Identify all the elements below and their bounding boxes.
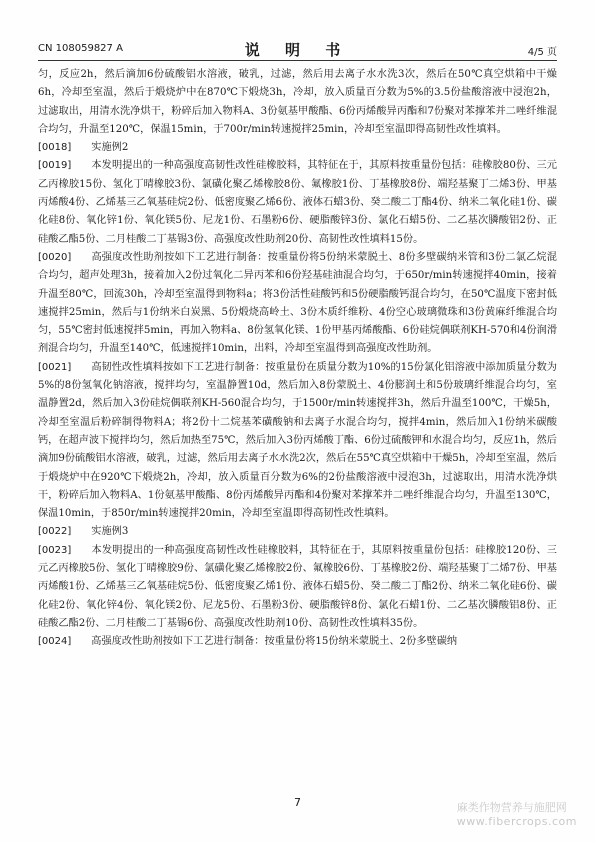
paragraph bbox=[38, 139, 557, 157]
watermark-url: www.fibercrops.com bbox=[456, 815, 577, 828]
paragraph-number: [0018] bbox=[38, 142, 72, 154]
paragraph-number: [0021] bbox=[38, 361, 72, 373]
paragraph-text: 高韧性改性填料按如下工艺进行制备：按重量份在质量分数为10%的15份氯化铝溶液中添加质量分数为5%的8份氢氧化钠溶液，搅拌均匀，室温静置10d，然后加入8份蒙脱土、4份膨润土和5份玻璃纤维混合均匀，室温静置2d，然后加入3份硅烷偶联剂KH-560混合均匀，于1500r/min转速搅拌3h，然后升温至100℃，干燥5h，冷却至室温后粉碎制得物料A；将2份十二烷基苯磺酸钠和去离子水混合均匀，搅拌4min，然后加入1份纳米碳酸钙，在超声波下搅拌均匀，然后加热至75℃，然后加入3份丙烯酸丁酯、6份过硫酸钾和水混合均匀，反应1h，然后滴加9份硫酸铝水溶液，破乳，过滤，然后用去离子水水洗2次，然后在55℃真空烘箱中干燥5h，冷却至室温，然后于煅烧炉中在920℃下煅烧2h，冷却，放入质量百分数为6%的2份盐酸溶液中浸泡3h，过滤取出，用清水洗净烘干，粉碎后加入物料A、1份氨基甲酸酯、8份丙烯酸异丙酯和4份聚对苯撑苯并二唑纤维混合均匀，升温至130℃，保温10min，于850r/min转速搅拌20min，冷却至室温即得高韧性改性填料。 bbox=[38, 361, 557, 520]
watermark bbox=[457, 799, 577, 828]
paragraph bbox=[38, 542, 557, 633]
paragraph bbox=[38, 523, 557, 541]
paragraph bbox=[38, 633, 557, 651]
paragraph-number: [0020] bbox=[38, 251, 72, 263]
patent-number: CN 108059827 A bbox=[38, 43, 123, 54]
paragraph bbox=[38, 66, 557, 139]
paragraph bbox=[38, 359, 557, 524]
paragraph-text: 本发明提出的一种高强度高韧性改性硅橡胶料，其特征在于，其原料按重量份包括：硅橡胶120份、三元乙丙橡胶5份、氢化丁晴橡胶9份、氯磺化聚乙烯橡胶2份、氟橡胶6份、丁基橡胶2份、端羟基聚丁二烯7份、甲基丙烯酸1份、乙烯基三乙氧基硅烷5份、低密度聚乙烯1份、液体石蜡5份、癸二酸二丁酯2份、纳米二氧化硅6份、碳化硅2份、氧化锌4份、氧化镁2份、尼龙5份、石墨粉3份、硬脂酸锌8份、氯化石蜡1份、二乙基次膦酸铝8份、正硅酸乙酯2份、二月桂酸二丁基锡6份、高强度改性助剂10份、高韧性改性填料35份。 bbox=[38, 544, 557, 629]
paragraph bbox=[38, 157, 557, 248]
page-indicator: 4/5 页 bbox=[527, 47, 557, 58]
paragraph bbox=[38, 249, 557, 359]
page-header bbox=[38, 38, 557, 61]
paragraph-text: 本发明提出的一种高强度高韧性改性硅橡胶料，其特征在于，其原料按重量份包括：硅橡胶80份、三元乙丙橡胶15份、氢化丁晴橡胶3份、氯磺化聚乙烯橡胶8份、氟橡胶1份、丁基橡胶8份、端羟基聚丁二烯3份、甲基丙烯酸4份、乙烯基三乙氧基硅烷2份、低密度聚乙烯6份、液体石蜡3份、癸二酸二丁酯4份、纳米二氧化硅1份、碳化硅8份、氧化锌1份、氧化镁5份、尼龙1份、石墨粉6份、硬脂酸锌3份、氯化石蜡5份、二乙基次膦酸铝2份、正硅酸乙酯5份、二月桂酸二丁基锡3份、高强度改性助剂20份、高韧性改性填料15份。 bbox=[38, 160, 557, 245]
document-body bbox=[38, 66, 557, 652]
paragraph-number: [0019] bbox=[38, 160, 72, 172]
section-heading: 实施例2 bbox=[91, 142, 129, 154]
paragraph-text: 高强度改性助剂按如下工艺进行制备：按重量份将15份纳米蒙脱土、2份多壁碳纳 bbox=[91, 636, 458, 648]
section-heading: 实施例3 bbox=[91, 526, 129, 538]
paragraph-number: [0024] bbox=[38, 636, 72, 648]
paragraph-number: [0023] bbox=[38, 544, 72, 556]
paragraph-number: [0022] bbox=[38, 526, 72, 538]
page-number: 7 bbox=[294, 796, 301, 809]
document-title: 说 明 书 bbox=[244, 41, 351, 59]
watermark-site-name: 麻类作物营养与施肥网 bbox=[456, 801, 567, 814]
paragraph-text: 匀，反应2h，然后滴加6份硫酸铝水溶液，破乳，过滤，然后用去离子水水洗3次，然后在50℃真空烘箱中干燥6h，冷却至室温，然后于煅烧炉中在870℃下煅烧3h，冷却，放入质量百分数为5%的3.5份盐酸溶液中浸泡2h，过滤取出，用清水洗净烘干，粉碎后加入物料A、3份氨基甲酸酯、6份丙烯酸异丙酯和7份聚对苯撑苯并二唑纤维混合均匀，升温至120℃，保温15min，于700r/min转速搅拌25min，冷却至室温即得高韧性改性填料。 bbox=[38, 69, 557, 135]
paragraph-text: 高强度改性助剂按如下工艺进行制备：按重量份将5份纳米蒙脱土、8份多壁碳纳米管和3份二氯乙烷混合均匀，超声处理3h，接着加入2份过氧化二异丙苯和6份羟基硅油混合均匀，于650r/min转速搅拌40min，接着升温至80℃，回流30h，冷却至室温得到物料a；将3份活性硅酸钙和5份硬脂酸钙混合均匀，在50℃温度下密封低速搅拌25min，然后与1份纳米白炭黑、5份煅烧高岭土、3份木质纤维粉、4份空心玻璃微珠和3份黄麻纤维混合均匀，55℃密封低速搅拌5min，再加入物料a、8份氢氧化镁、1份甲基丙烯酸酯、6份硅烷偶联剂KH-570和4份润滑剂混合均匀，升温至140℃，低速搅拌10min，出料，冷却至室温得到高强度改性助剂。 bbox=[38, 251, 558, 355]
